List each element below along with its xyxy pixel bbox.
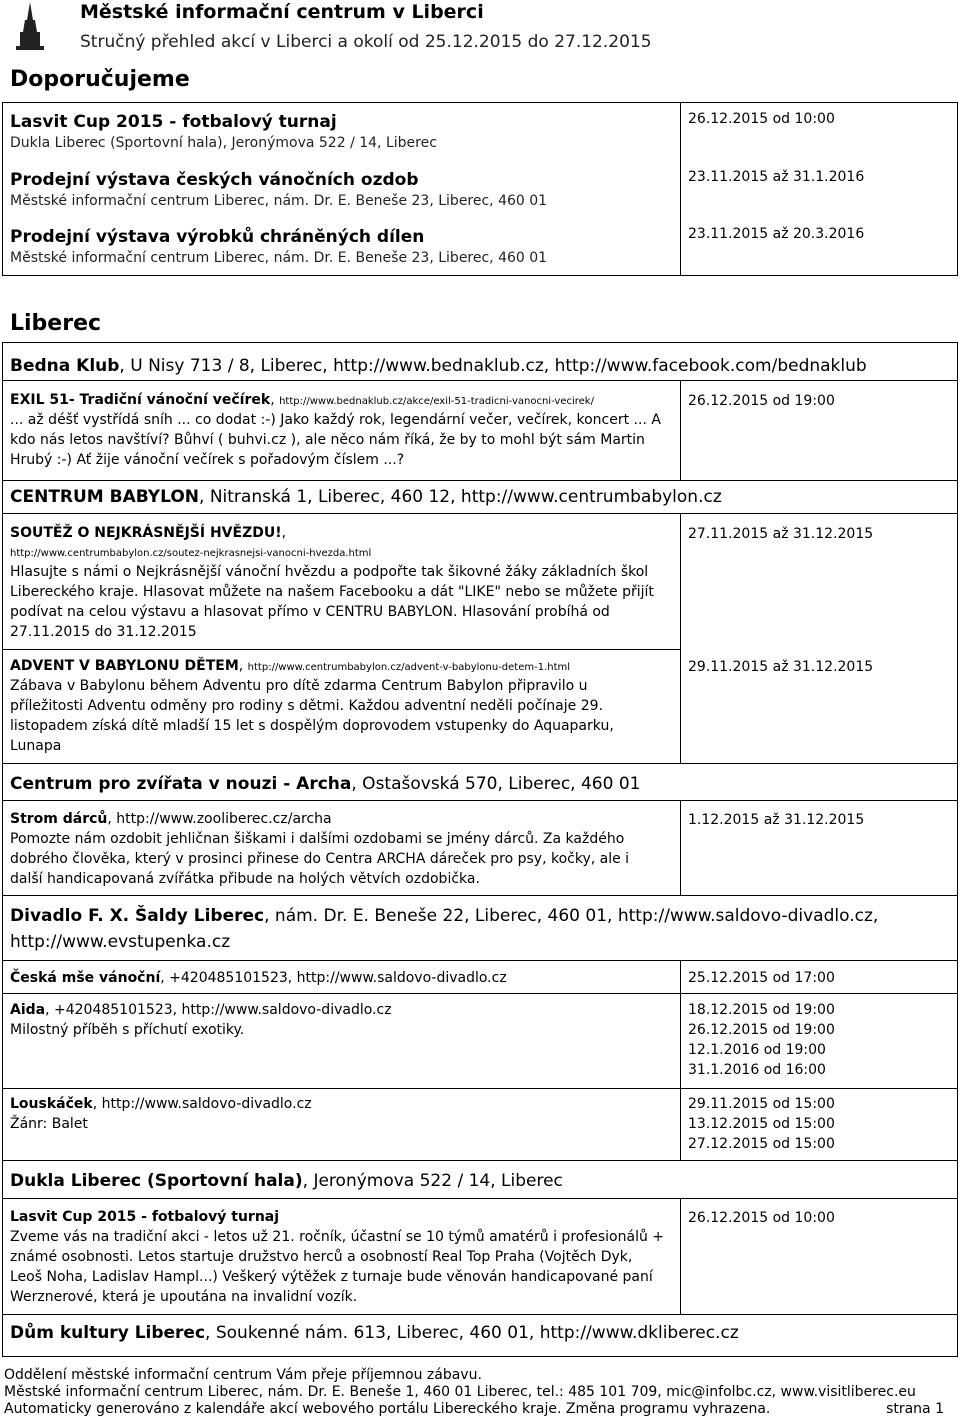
venue-heading [10,354,867,378]
event-contact: , http://www.saldovo-divadlo.cz [92,1096,312,1112]
footer-note: Automaticky generováno z kalendáře akcí webového portálu Libereckého kraje. Změna programu vyhrazena. [4,1401,771,1417]
row-divider [2,895,958,896]
event-desc-line: 27.11.2015 do 31.12.2015 [10,623,197,640]
row-divider [2,513,958,514]
venue-heading [10,904,878,955]
event-dates: 29.11.2015 od 15:00 13.12.2015 od 15:00 27.12.2015 od 15:00 [688,1096,835,1152]
column-divider [680,380,681,480]
event-soutez: SOUTĚŽ O NEJKRÁSNĚJŠÍ HVĚZDU!, http://www.centrumbabylon.cz/soutez-nejkrasnejsi-vanocni-hvezda.html Hlasujte s námi o Nejkrásnější vánoční hvězdu a podpořte tak šikovné žáky základních škol Libereckého kraje. Hlasovat můžete na našem Facebooku a dát "LIKE" nebo se můžete přijít podívat na celou výstavu a hlasovat přímo v CENTRU BABYLON. Hlasování probíhá od 27.11.2015 do 31.12.2015 [10,524,678,642]
event-exil: EXIL 51- Tradiční vánoční večírek, http://www.bednaklub.cz/akce/exil-51-tradicni-vanocni-vecirek/ ... až déšť vystřídá sníh ... co dodat :-) Jako každý rok, legendární večer, večírek, koncert ... A kdo nás letos navštíví? Bůhví ( buhvi.cz ), ale něco nám říká, že by to mohl být sám Martin Hrubý :-) Ať žije vánoční večírek s pořadovým číslem ...? [10,391,678,471]
venue-details: , Ostašovská 570, Liberec, 460 01 [351,774,641,794]
page-title: Městské informační centrum v Liberci [80,1,484,23]
row-divider [2,480,958,481]
event-title[interactable]: EXIL 51- Tradiční vánoční večírek [10,392,271,408]
venue-heading [10,1321,739,1345]
recommend-item-place: Dukla Liberec (Sportovní hala), Jeronýmova 522 / 14, Liberec [10,135,437,151]
event-desc-line: kdo nás letos navštíví? Bůhví ( buhvi.cz ), ale něco nám říká, že by to mohl být sám Martin [10,431,645,448]
event-dates: 29.11.2015 až 31.12.2015 [688,659,874,675]
event-title[interactable]: Lasvit Cup 2015 - fotbalový turnaj [10,1209,280,1225]
page-subtitle: Stručný přehled akcí v Liberci a okolí od 25.12.2015 do 27.12.2015 [80,32,652,52]
event-contact: , +420485101523, http://www.saldovo-divadlo.cz [160,970,507,986]
event-dates: 1.12.2015 až 31.12.2015 [688,812,865,828]
row-divider [2,960,958,961]
recommend-item-place: Městské informační centrum Liberec, nám. Dr. E. Beneše 23, Liberec, 460 01 [10,193,548,209]
event-url[interactable]: http://www.centrumbabylon.cz/advent-v-babylonu-detem-1.html [247,662,571,673]
city-logo [14,2,46,50]
row-divider [2,1314,958,1315]
event-dates: 18.12.2015 od 19:00 26.12.2015 od 19:00 12.1.2016 od 19:00 31.1.2016 od 16:00 [688,1002,835,1078]
event-dates: 26.12.2015 od 10:00 [688,1210,835,1226]
recommend-item-date: 26.12.2015 od 10:00 [688,111,835,127]
event-contact: , +420485101523, http://www.saldovo-divadlo.cz [45,1002,392,1018]
event-louskacek [10,1095,678,1135]
recommend-item-title[interactable]: Prodejní výstava výrobků chráněných dílen [10,227,425,247]
event-title[interactable]: Louskáček [10,1096,93,1112]
venue-name: Divadlo F. X. Šaldy Liberec [10,906,265,926]
row-divider [2,1160,958,1161]
event-desc-line: ... až déšť vystřídá sníh ... co dodat :-) Jako každý rok, legendární večer, večírek, koncert ... A [10,411,661,428]
event-dates: 26.12.2015 od 19:00 [688,393,835,409]
event-desc-line: Pomozte nám ozdobit jehličnan šiškami i dalšími ozdobami se jmény dárců. Za každého [10,830,625,847]
row-divider [2,380,958,381]
venue-heading [10,485,722,509]
event-desc-line: listopadem získá dítě mladší 15 let s dospělým doprovodem vstupenky do Aquaparku, [10,717,614,734]
section-title: Liberec [10,311,102,336]
venue-heading [10,772,640,796]
event-url[interactable]: http://www.bednaklub.cz/akce/exil-51-tradicni-vanocni-vecirek/ [279,396,594,407]
event-title[interactable]: Strom dárců [10,811,108,827]
column-divider [680,800,681,895]
event-aida [10,1001,678,1041]
recommend-item-title[interactable]: Lasvit Cup 2015 - fotbalový turnaj [10,112,337,132]
event-strom [10,810,678,890]
event-url[interactable]: http://www.centrumbabylon.cz/soutez-nejkrasnejsi-vanocni-hvezda.html [10,547,372,559]
venue-heading [10,1169,563,1193]
column-divider [680,960,681,1160]
event-desc-line: podívat na celou výstavu a hlasovat přímo v CENTRU BABYLON. Hlasování probíhá od [10,603,610,620]
event-desc-line: Milostný příběh s příchutí exotiky. [10,1021,245,1038]
event-contact: , http://www.zooliberec.cz/archa [107,811,332,827]
recommend-heading: Doporučujeme [10,67,190,92]
venue-details: , Nitranská 1, Liberec, 460 12, http://www.centrumbabylon.cz [199,487,722,507]
event-desc-line: Hlasujte s námi o Nejkrásnější vánoční hvězdu a podpořte tak šikovné žáky základních škol [10,563,649,580]
column-divider [680,513,681,763]
venue-details: , Jeronýmova 522 / 14, Liberec [302,1171,563,1191]
event-desc-line: Leoš Noha, Ladislav Hampl...) Veškerý výtěžek z turnaje bude věnován handicapované paní [10,1268,653,1285]
footer-contact: Městské informační centrum Liberec, nám. Dr. E. Beneše 1, 460 01 Liberec, tel.: 485 101 709, mic@infolbc.cz, www.visitliberec.eu [4,1384,916,1400]
event-desc-line: Zábava v Babylonu během Adventu pro dítě zdarma Centrum Babylon připravilo u [10,677,588,694]
row-divider [2,1088,958,1089]
event-desc-line: příležitosti Adventu odměny pro rodiny s dětmi. Každou adventní neděli počínaje 29. [10,697,603,714]
event-desc-line: dobrého člověka, který v prosinci přinese do Centra ARCHA dáreček pro psy, kočky, ale i [10,850,630,867]
event-desc-line: Hrubý :-) Ať žije vánoční večírek s pořadovým číslem ...? [10,451,405,468]
recommend-item-title[interactable]: Prodejní výstava českých vánočních ozdob [10,170,419,190]
row-divider [2,800,958,801]
event-dates: 27.11.2015 až 31.12.2015 [688,526,874,542]
venue-details: , U Nisy 713 / 8, Liberec, http://www.bednaklub.cz, http://www.facebook.com/bednaklub [119,356,867,376]
row-divider [2,1198,958,1199]
row-divider [2,649,681,650]
venue-name: Dům kultury Liberec [10,1323,206,1343]
page-number: strana 1 [886,1401,944,1417]
venue-name: Bedna Klub [10,356,120,376]
event-desc-line: Lunapa [10,737,62,754]
venue-name: CENTRUM BABYLON [10,487,200,507]
event-desc-line: Libereckého kraje. Hlasovat můžete na našem Facebooku a dát "LIKE" nebo se můžete přijít [10,583,654,600]
event-desc-line: Zveme vás na tradiční akci - letos už 21. ročník, účastní se 10 týmů amatérů i profesionálů + [10,1228,665,1245]
footer-greeting: Oddělení městské informační centrum Vám přeje příjemnou zábavu. [4,1367,482,1383]
event-desc-line: Werznerové, která je upoutána na invalidní vozík. [10,1288,358,1305]
event-title[interactable]: Aida [10,1002,46,1018]
venue-details: , nám. Dr. E. Beneše 22, Liberec, 460 01, http://www.saldovo-divadlo.cz, [264,906,879,926]
recommend-item-place: Městské informační centrum Liberec, nám. Dr. E. Beneše 23, Liberec, 460 01 [10,250,548,266]
column-divider [680,1198,681,1314]
venue-name: Dukla Liberec (Sportovní hala) [10,1171,303,1191]
recommend-divider [680,102,681,276]
event-desc-line: Žánr: Balet [10,1115,88,1132]
venue-details: , Soukenné nám. 613, Liberec, 460 01, http://www.dkliberec.cz [205,1323,739,1343]
recommend-item-date: 23.11.2015 až 20.3.2016 [688,226,865,242]
event-dates: 25.12.2015 od 17:00 [688,970,835,986]
event-lasvit [10,1208,678,1307]
event-desc-line: známé osobnosti. Letos startuje družstvo herců a osobností Real Top Praha (Vojtěch Dyk, [10,1248,633,1265]
event-desc-line: další handicapovaná zvířátka přibude na holých větvích ozdobička. [10,870,480,887]
event-advent: ADVENT V BABYLONU DĚTEM, http://www.centrumbabylon.cz/advent-v-babylonu-detem-1.html Zábava v Babylonu během Adventu pro dítě zdarma Centrum Babylon připravilo u příležitosti Adventu odměny pro rodiny s dětmi. Každou adventní neděli počínaje 29. listopadem získá dítě mladší 15 let s dospělým doprovodem vstupenky do Aquaparku, Lunapa [10,657,678,756]
event-title[interactable]: Česká mše vánoční [10,970,161,986]
event-title[interactable]: SOUTĚŽ O NEJKRÁSNĚJŠÍ HVĚZDU! [10,525,282,541]
row-divider [2,763,958,764]
venue-details: http://www.evstupenka.cz [10,931,231,952]
row-divider [2,993,958,994]
event-mse [10,969,678,989]
recommend-item-date: 23.11.2015 až 31.1.2016 [688,169,865,185]
venue-name: Centrum pro zvířata v nouzi - Archa [10,774,352,794]
event-title[interactable]: ADVENT V BABYLONU DĚTEM [10,658,239,674]
